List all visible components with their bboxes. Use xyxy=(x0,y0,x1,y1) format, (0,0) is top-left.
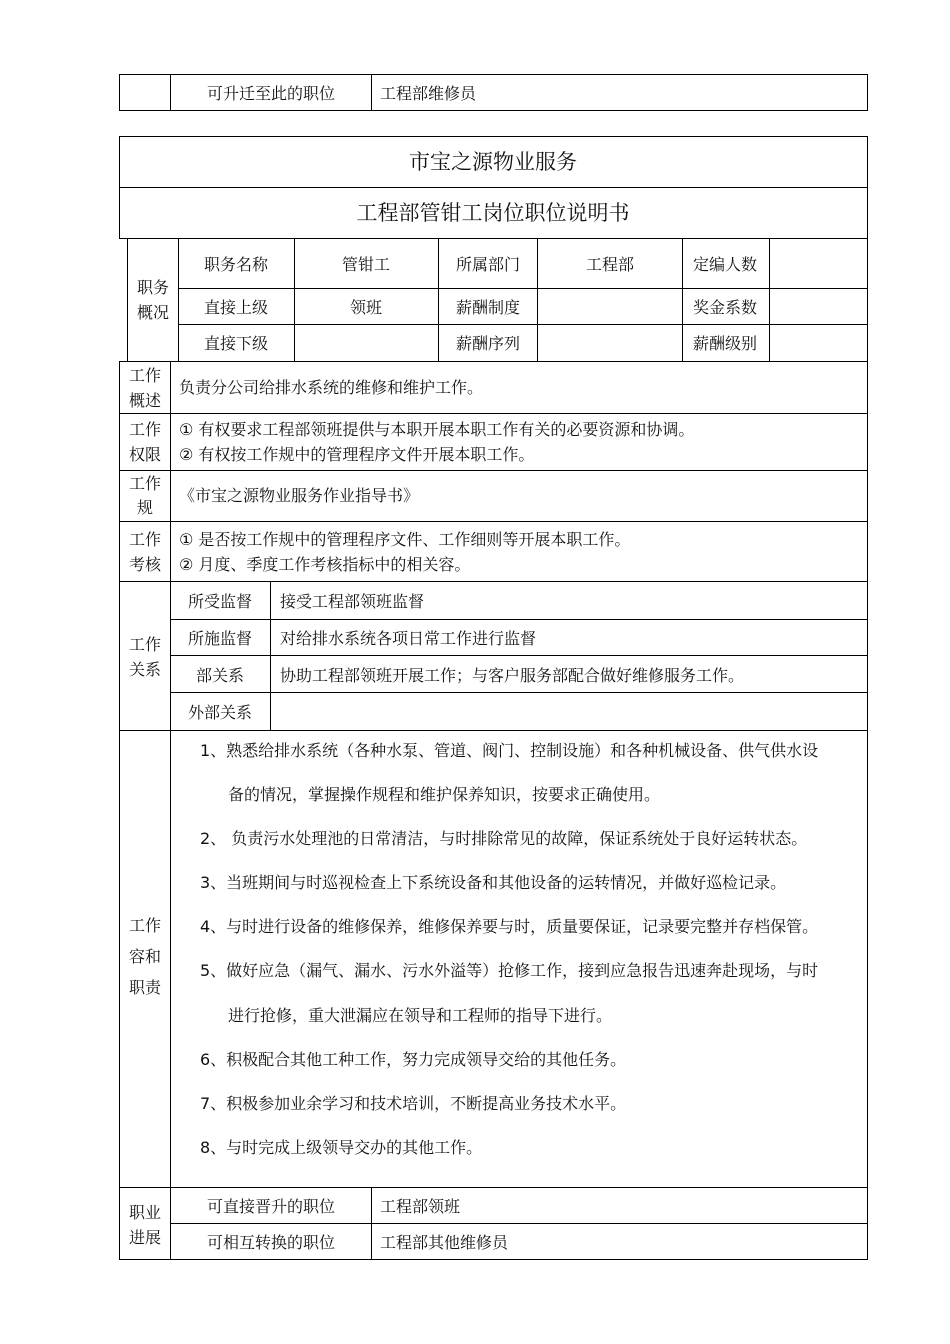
summary-label-line2: 概述 xyxy=(128,391,162,410)
overview-label-line1: 职务 xyxy=(136,278,170,297)
relation-key: 所施监督 xyxy=(187,629,253,648)
authority-line: ① 有权要求工程部领班提供与本职开展本职工作有关的必要资源和协调。 xyxy=(179,420,695,439)
duties-label-line3: 职责 xyxy=(128,978,162,997)
assessment-label-line1: 工作 xyxy=(128,530,162,549)
overview-cell: 职务名称 xyxy=(203,255,269,274)
overview-label-line2: 概况 xyxy=(136,303,170,322)
overview-cell: 管钳工 xyxy=(341,255,391,274)
overview-cell: 薪酬级别 xyxy=(692,334,758,353)
duty-item: 6、积极配合其他工种工作，努力完成领导交给的其他任务。 xyxy=(200,1050,627,1069)
overview-cell: 直接下级 xyxy=(203,334,269,353)
career-label-line2: 进展 xyxy=(128,1228,162,1247)
duties-label-line2: 容和 xyxy=(128,947,162,966)
career-key: 可直接晋升的职位 xyxy=(206,1197,336,1216)
overview-cell: 薪酬序列 xyxy=(455,334,521,353)
relation-key: 外部关系 xyxy=(187,703,253,722)
duty-item: 7、积极参加业余学习和技术培训，不断提高业务技术水平。 xyxy=(200,1094,627,1113)
summary-label-line1: 工作 xyxy=(128,366,162,385)
assessment-line: ① 是否按工作规中的管理程序文件、工作细则等开展本职工作。 xyxy=(179,530,631,549)
relation-key: 所受监督 xyxy=(187,592,253,611)
promotion-source-value: 工程部维修员 xyxy=(380,84,477,103)
overview-cell: 所属部门 xyxy=(455,255,521,274)
overview-cell: 薪酬制度 xyxy=(455,298,521,317)
rules-label-line2: 规 xyxy=(136,498,154,517)
relations-label-line2: 关系 xyxy=(128,660,162,679)
rules-text: 《市宝之源物业服务作业指导书》 xyxy=(179,486,420,505)
career-value: 工程部领班 xyxy=(380,1197,461,1216)
relation-value: 接受工程部领班监督 xyxy=(280,592,425,611)
authority-label-line2: 权限 xyxy=(128,445,162,464)
assessment-line: ② 月度、季度工作考核指标中的相关容。 xyxy=(179,555,471,574)
career-value: 工程部其他维修员 xyxy=(380,1233,509,1252)
overview-cell: 定编人数 xyxy=(692,255,758,274)
duty-item-continuation: 进行抢修，重大泄漏应在领导和工程师的指导下进行。 xyxy=(228,1006,613,1025)
career-label-line1: 职业 xyxy=(128,1203,162,1222)
duty-item-continuation: 备的情况，掌握操作规程和维护保养知识，按要求正确使用。 xyxy=(228,785,661,804)
summary-text: 负责分公司给排水系统的维修和维护工作。 xyxy=(179,378,484,397)
overview-cell: 奖金系数 xyxy=(692,298,758,317)
relation-value: 对给排水系统各项日常工作进行监督 xyxy=(280,629,537,648)
duty-item: 1、熟悉给排水系统（各种水泵、管道、阀门、控制设施）和各种机械设备、供气供水设 xyxy=(200,741,819,760)
document-title: 工程部管钳工岗位职位说明书 xyxy=(356,201,630,225)
duty-item: 4、与时进行设备的维修保养，维修保养要与时，质量要保证，记录要完整并存档保管。 xyxy=(200,917,819,936)
assessment-label-line2: 考核 xyxy=(128,555,162,574)
relation-value: 协助工程部领班开展工作；与客户服务部配合做好维修服务工作。 xyxy=(280,666,745,685)
authority-line: ② 有权按工作规中的管理程序文件开展本职工作。 xyxy=(179,445,535,464)
duty-item: 2、 负责污水处理池的日常清洁，与时排除常见的故障，保证系统处于良好运转状态。 xyxy=(200,829,808,848)
relations-label-line1: 工作 xyxy=(128,635,162,654)
company-name: 市宝之源物业服务 xyxy=(409,150,577,174)
duty-item: 5、做好应急（漏气、漏水、污水外溢等）抢修工作，接到应急报告迅速奔赴现场，与时 xyxy=(200,961,819,980)
duty-item: 8、与时完成上级领导交办的其他工作。 xyxy=(200,1138,483,1157)
overview-cell: 直接上级 xyxy=(203,298,269,317)
overview-cell: 工程部 xyxy=(585,255,635,274)
duty-item: 3、当班期间与时巡视检查上下系统设备和其他设备的运转情况，并做好巡检记录。 xyxy=(200,873,787,892)
rules-label-line1: 工作 xyxy=(128,474,162,493)
duties-label-line1: 工作 xyxy=(128,916,162,935)
relation-key: 部关系 xyxy=(195,666,245,685)
promotion-source-label: 可升迁至此的职位 xyxy=(206,84,336,103)
overview-cell: 领班 xyxy=(349,298,383,317)
career-key: 可相互转换的职位 xyxy=(206,1233,336,1252)
authority-label-line1: 工作 xyxy=(128,420,162,439)
